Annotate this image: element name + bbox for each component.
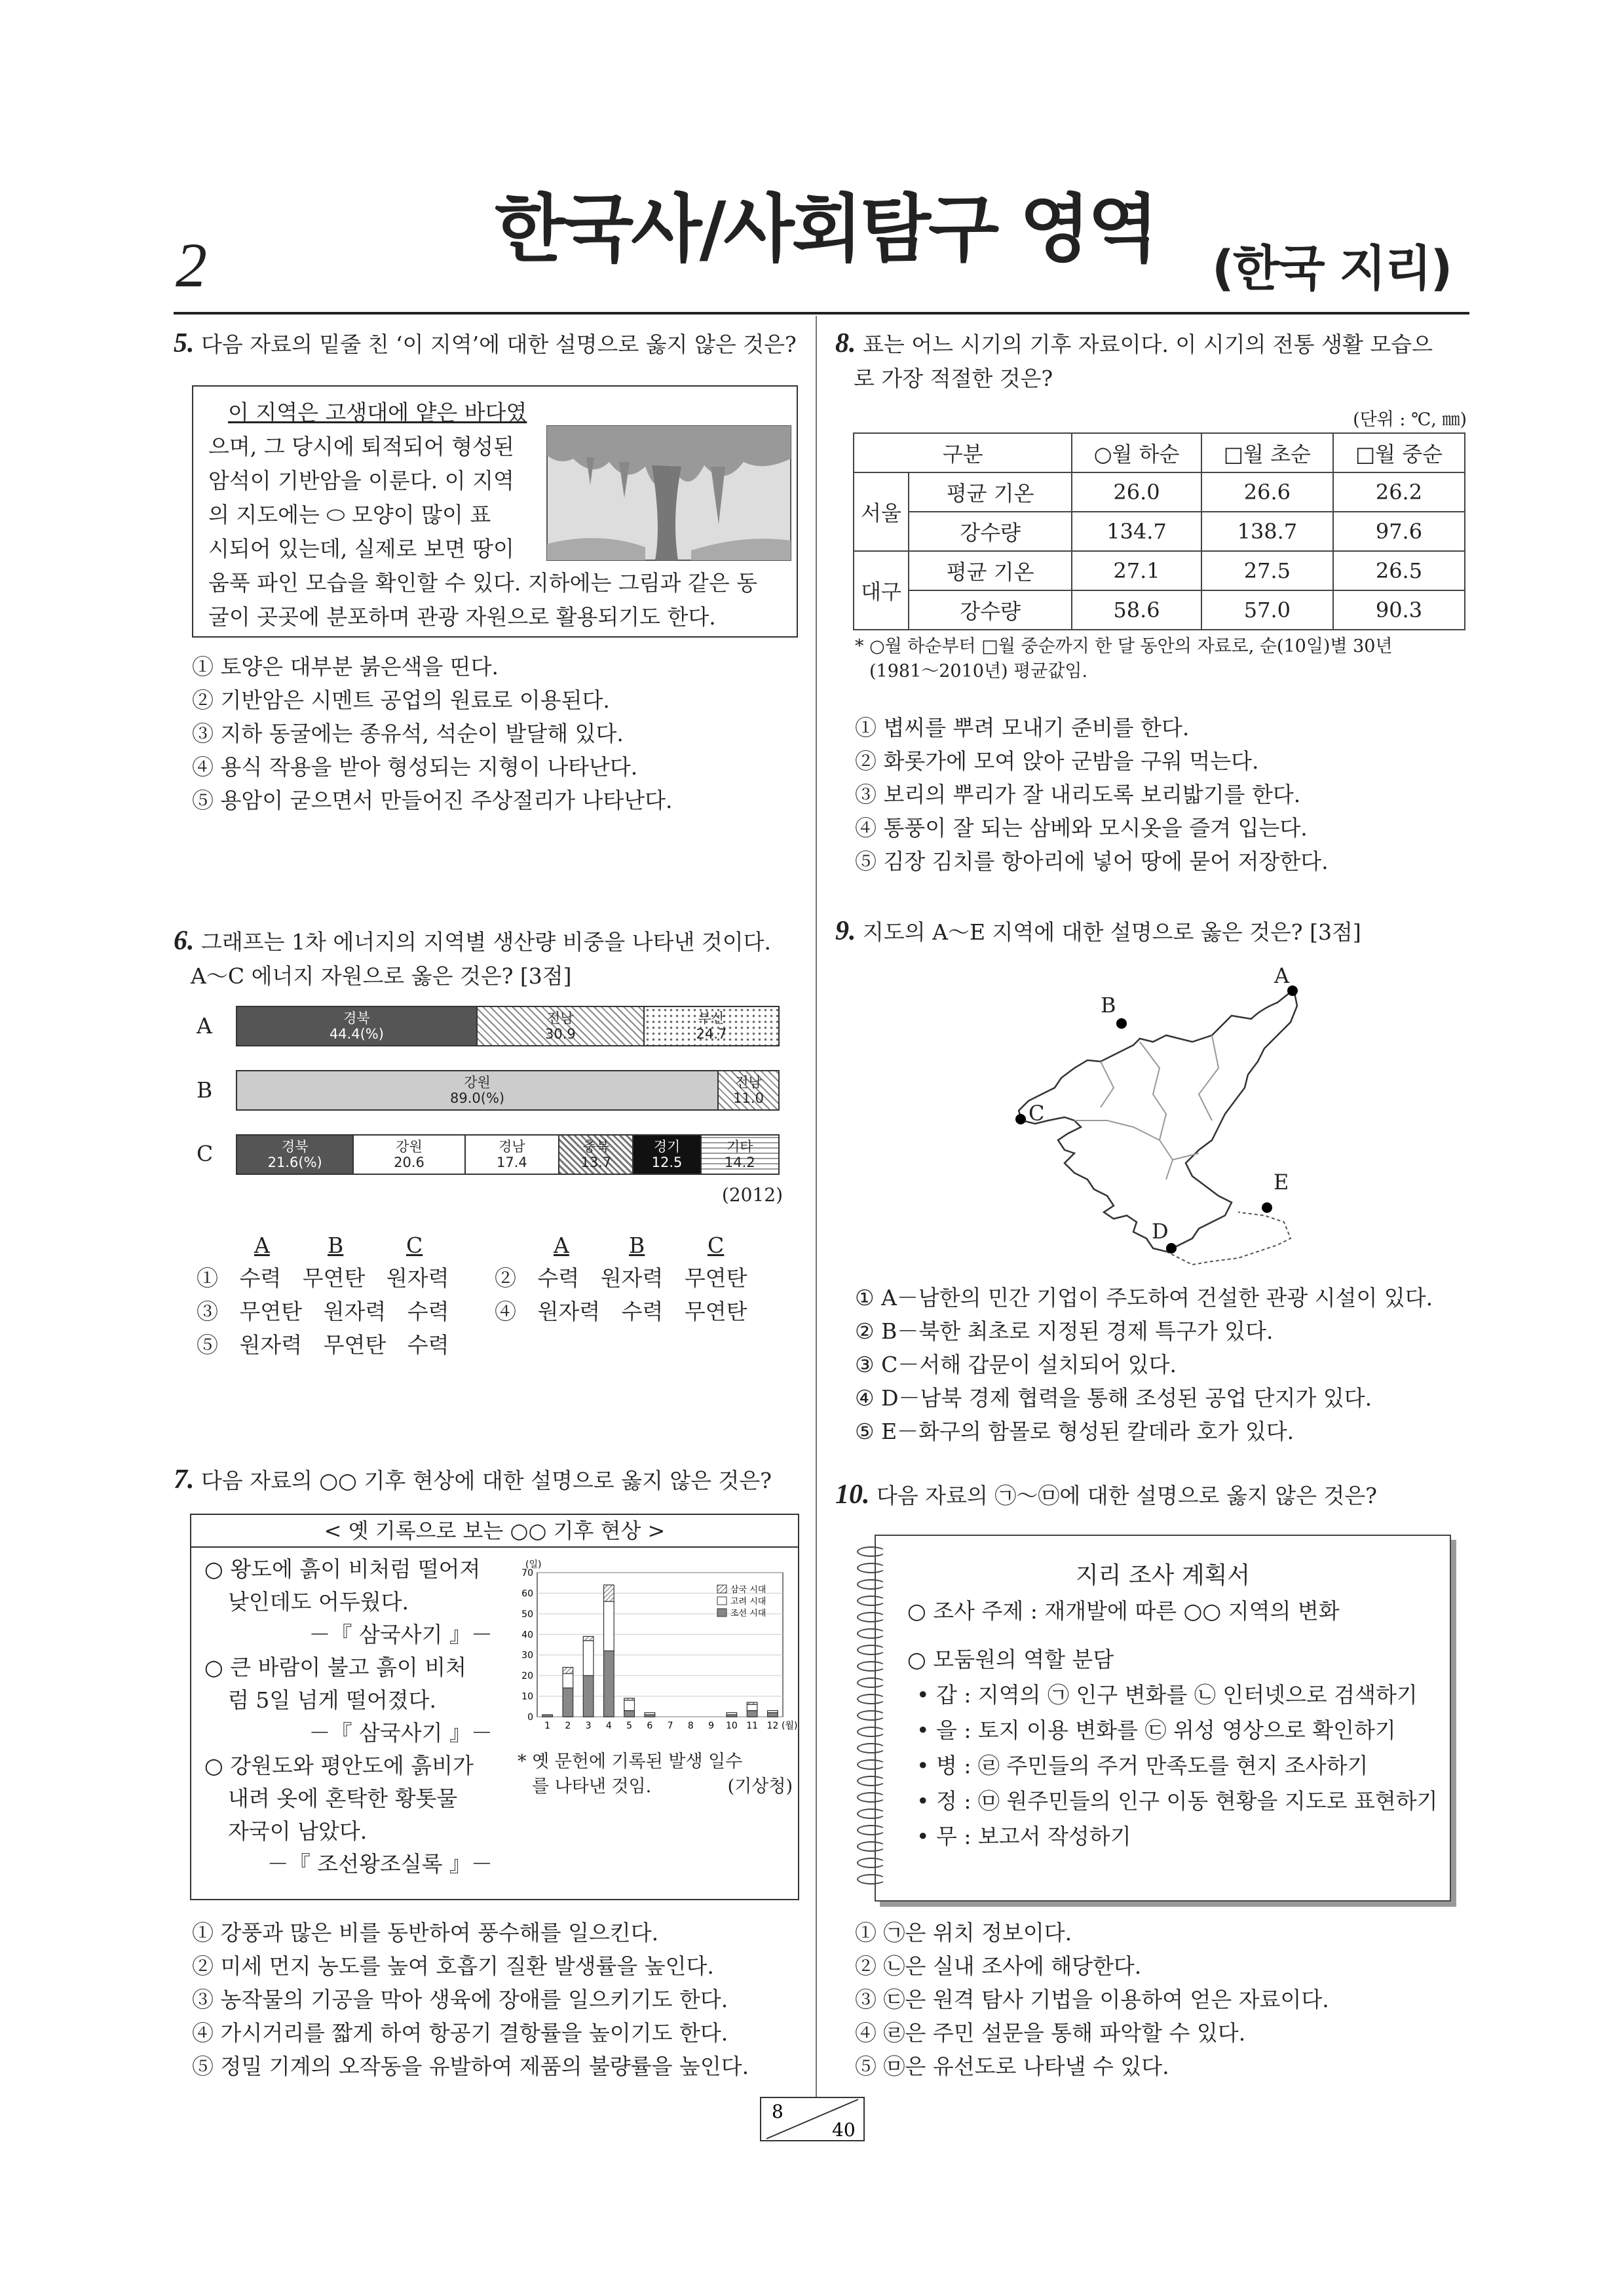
dust-bar-segment [583, 1636, 594, 1640]
q6-answer-table [197, 1229, 799, 1362]
footer-page: 8 [772, 2101, 784, 2122]
map-label-e: E [1274, 1170, 1289, 1195]
segment-region-label: 전남 [547, 1010, 574, 1026]
q6-head-a1: A [254, 1233, 270, 1258]
page-number: 2 [176, 230, 207, 300]
chart-row-label-a: A [197, 1013, 212, 1039]
dust-bar-segment [624, 1711, 635, 1717]
q6-table-head [197, 1229, 799, 1261]
dust-bar-segment [768, 1711, 778, 1713]
record-2-line-2: 럼 5일 넘게 떨어졌다. [228, 1687, 436, 1713]
energy-bar-b-seg-2 [719, 1071, 778, 1109]
north-korea-map [1002, 963, 1317, 1278]
q8-note-2: (1981～2010년) 평균값임. [869, 661, 1088, 681]
q7-stem: 다음 자료의 ○○ 기후 현상에 대한 설명으로 옳지 않은 것은? [201, 1468, 772, 1493]
dust-bar-segment [542, 1715, 553, 1717]
segment-value-label: 44.4(%) [329, 1026, 384, 1042]
spiral-ring [857, 1808, 886, 1819]
q8-note-1: * ○월 하순부터 □월 중순까지 한 달 동안의 자료로, 순(10일)별 30년 [855, 636, 1393, 657]
q6-head-a2: A [554, 1233, 569, 1258]
energy-bar-a-seg-1 [237, 1007, 478, 1045]
spiral-ring [857, 1743, 886, 1753]
dust-bar-segment [747, 1702, 757, 1704]
dust-days-chart [511, 1556, 798, 1746]
energy-bar-a-seg-2 [478, 1007, 645, 1045]
q5-options [192, 650, 673, 817]
plan-item-4: • 정 : ㉤ 원주민들의 인구 이동 현황을 지도로 표현하기 [916, 1788, 1438, 1814]
bar-row-a [236, 1006, 780, 1046]
daegu-temp-3: 26.5 [1333, 551, 1465, 590]
q10-stem: 다음 자료의 ㉠～㉤에 대한 설명으로 옳지 않은 것은? [877, 1483, 1377, 1508]
q5-line-1 [208, 396, 795, 430]
bar-row-c [236, 1134, 780, 1175]
segment-region-label: 강원 [396, 1139, 423, 1155]
spiral-ring [857, 1677, 886, 1688]
q7-option-3[interactable]: ③ 농작물의 기공을 막아 생육에 장애를 일으키기도 한다. [192, 1987, 728, 2012]
legend-label: 조선 시대 [730, 1609, 766, 1618]
x-tick-label: 9 [708, 1721, 715, 1731]
segment-value-label: 12.5 [651, 1155, 683, 1170]
segment-region-label: 기타 [727, 1139, 753, 1155]
y-tick-label: 60 [521, 1588, 533, 1599]
q5-option-1[interactable]: ① 토양은 대부분 붉은색을 띤다. [192, 654, 499, 679]
q10-option-3[interactable]: ③ ㉢은 원격 탐사 기법을 이용하여 얻은 자료이다. [855, 1987, 1329, 2012]
energy-bar-a-seg-3 [645, 1007, 778, 1045]
daegu-temp-1: 27.1 [1072, 551, 1201, 590]
seoul-temp-3: 26.2 [1333, 472, 1465, 512]
daegu-rain-2: 57.0 [1201, 590, 1333, 630]
q9-option-1[interactable]: ① A－남한의 민간 기업이 주도하여 건설한 관광 시설이 있다. [855, 1285, 1433, 1311]
q9-number: 9. [835, 916, 856, 946]
chart-row-label-b: B [197, 1077, 213, 1103]
q6-number: 6. [174, 926, 195, 956]
legend-swatch [717, 1585, 727, 1593]
q5-line-3: 암석이 기반암을 이룬다. 이 지역 [208, 468, 514, 493]
q6-head-b1: B [328, 1233, 344, 1258]
spiral-ring [857, 1727, 886, 1737]
daegu-rain-1: 58.6 [1072, 590, 1201, 630]
y-axis-unit: (일) [525, 1559, 542, 1570]
plan-item-2: • 을 : 토지 이용 변화를 ㉢ 위성 영상으로 확인하기 [916, 1717, 1396, 1743]
q10-option-2[interactable]: ② ㉡은 실내 조사에 해당한다. [855, 1953, 1142, 1979]
q7-records [204, 1553, 506, 1881]
q6-options-row-1 [197, 1261, 799, 1295]
legend-swatch [717, 1597, 727, 1605]
x-tick-label: 2 [565, 1721, 571, 1731]
q5 [174, 326, 803, 362]
q10-options [855, 1916, 1329, 2083]
energy-bar-c-seg-5 [633, 1136, 701, 1174]
notebook-spiral [857, 1546, 890, 1894]
spiral-ring [857, 1596, 886, 1606]
map-label-d: D [1152, 1219, 1169, 1244]
q8 [835, 326, 1471, 396]
cave-illustration [547, 426, 791, 560]
head-category: 구분 [854, 433, 1072, 472]
q8-stem-1: 표는 어느 시기의 기후 자료이다. 이 시기의 전통 생활 모습으 [863, 332, 1433, 357]
q6-option-4[interactable]: ④ 원자력 수력 무연탄 [495, 1299, 747, 1324]
seoul-temp-1: 26.0 [1072, 472, 1201, 512]
spiral-ring [857, 1710, 886, 1721]
q10-option-1[interactable]: ① ㉠은 위치 정보이다. [855, 1920, 1072, 1945]
dust-bar-segment [563, 1688, 573, 1717]
record-3-line-1: ○ 강원도와 평안도에 흙비가 [204, 1753, 474, 1778]
dust-bar-segment [563, 1668, 573, 1674]
page-counter-box [760, 2097, 865, 2141]
y-tick-label: 50 [521, 1609, 533, 1620]
dust-bar-segment [727, 1713, 737, 1715]
city-seoul: 서울 [854, 472, 909, 551]
record-1-line-2: 낮인데도 어두웠다. [228, 1589, 409, 1615]
dust-bar-segment [583, 1675, 594, 1717]
q5-line-4: 의 지도에는 ⬭ 모양이 많이 표 [208, 502, 491, 527]
dust-bar-segment [645, 1713, 655, 1715]
daegu-rain-label: 강수량 [909, 590, 1072, 630]
dmz-line [1166, 1212, 1291, 1265]
q7-chart-note-2: 를 나타낸 것임. [532, 1776, 652, 1797]
segment-value-label: 30.9 [544, 1026, 576, 1042]
q7-box-title: < 옛 기록으로 보는 ○○ 기후 현상 > [191, 1515, 798, 1548]
q10 [835, 1478, 1471, 1513]
segment-region-label: 경기 [653, 1139, 681, 1155]
spiral-ring [857, 1776, 886, 1786]
energy-bar-c-seg-6 [702, 1136, 778, 1174]
segment-value-label: 13.7 [580, 1155, 612, 1170]
x-tick-label: 7 [667, 1721, 673, 1731]
record-3-line-2: 내려 옷에 혼탁한 황톳물 [228, 1786, 458, 1811]
chart-row-label-c: C [197, 1141, 214, 1166]
column-divider [816, 316, 817, 2103]
seoul-rain-row [854, 512, 1465, 551]
seoul-rain-label: 강수량 [909, 512, 1072, 551]
q7-option-1[interactable]: ① 강풍과 많은 비를 동반하여 풍수해를 일으킨다. [192, 1920, 659, 1945]
energy-bar-c-seg-2 [354, 1136, 465, 1174]
seoul-rain-1: 134.7 [1072, 512, 1201, 551]
plan-title: 지리 조사 계획서 [1075, 1562, 1251, 1589]
segment-value-label: 17.4 [497, 1155, 527, 1170]
q6-stem-2: A～C 에너지 자원으로 옳은 것은? [3점] [191, 963, 572, 989]
daegu-temp-label: 평균 기온 [909, 551, 1072, 590]
seoul-temp-2: 26.6 [1201, 472, 1333, 512]
energy-bar-b-seg-1 [237, 1071, 719, 1109]
q9 [835, 914, 1471, 949]
daegu-temp-row [854, 551, 1465, 590]
q7-chart-source: (기상청) [727, 1776, 793, 1797]
spiral-ring [857, 1792, 886, 1803]
q7-options [192, 1916, 749, 2083]
spiral-ring [857, 1661, 886, 1672]
q9-option-3[interactable]: ③ C－서해 갑문이 설치되어 있다. [855, 1352, 1177, 1377]
x-tick-label: 10 [725, 1721, 738, 1731]
x-tick-label: 4 [605, 1721, 612, 1731]
spiral-ring [857, 1694, 886, 1704]
head-col-3: □월 중순 [1333, 433, 1465, 472]
plan-item-3: • 병 : ㉣ 주민들의 주거 만족도를 현지 조사하기 [916, 1753, 1369, 1778]
spiral-ring [857, 1645, 886, 1655]
x-tick-label: 5 [626, 1721, 633, 1731]
segment-region-label: 부산 [698, 1010, 725, 1026]
segment-value-label: 20.6 [394, 1155, 425, 1170]
q10-option-4[interactable]: ④ ㉣은 주민 설문을 통해 파악할 수 있다. [855, 2020, 1246, 2046]
plan-content [907, 1594, 1445, 1854]
q9-option-4[interactable]: ④ D－남북 경제 협력을 통해 조성된 공업 단지가 있다. [855, 1385, 1372, 1411]
q6-source: (2012) [721, 1184, 783, 1206]
bar-row-b [236, 1070, 780, 1111]
q8-note [855, 634, 1393, 684]
plan-item-5: • 무 : 보고서 작성하기 [916, 1824, 1131, 1849]
legend-label: 고려 시대 [730, 1597, 766, 1607]
daegu-rain-3: 90.3 [1333, 590, 1465, 630]
q5-option-4[interactable]: ④ 용식 작용을 받아 형성되는 지형이 나타난다. [192, 754, 638, 780]
x-tick-label: 1 [544, 1721, 551, 1731]
spiral-ring [857, 1612, 886, 1622]
dust-bar-segment [604, 1651, 614, 1717]
q8-options [855, 711, 1329, 878]
segment-region-label: 강원 [464, 1075, 491, 1090]
q5-line-6: 움푹 파인 모습을 확인할 수 있다. 지하에는 그림과 같은 동 [208, 570, 758, 596]
q7-chart-note-1: * 옛 문헌에 기록된 발생 일수 [518, 1751, 743, 1772]
record-3-line-3: 자국이 남았다. [228, 1818, 368, 1844]
record-1-line-1: ○ 왕도에 흙이 비처럼 떨어져 [204, 1556, 481, 1582]
seoul-temp-row [854, 472, 1465, 512]
city-daegu: 대구 [854, 551, 909, 630]
daegu-temp-2: 27.5 [1201, 551, 1333, 590]
plan-spacer [907, 1629, 1445, 1642]
y-tick-label: 0 [527, 1712, 533, 1723]
spiral-ring [857, 1759, 886, 1770]
q6-options-row-3 [197, 1328, 799, 1362]
q6-head-c1: C [406, 1233, 423, 1258]
head-col-1: ○월 하순 [1072, 433, 1201, 472]
dust-bar-segment [624, 1700, 635, 1711]
seoul-rain-2: 138.7 [1201, 512, 1333, 551]
segment-region-label: 경남 [499, 1139, 525, 1155]
q5-line-2: 으며, 그 당시에 퇴적되어 형성된 [208, 434, 514, 459]
q7-chart-note [518, 1750, 793, 1799]
q8-option-4[interactable]: ④ 통풍이 잘 되는 삼베와 모시옷을 즐겨 입는다. [855, 815, 1308, 841]
dust-bar-segment [747, 1711, 757, 1717]
map-label-c: C [1029, 1101, 1045, 1126]
x-tick-label: 3 [585, 1721, 592, 1731]
seoul-temp-label: 평균 기온 [909, 472, 1072, 512]
q5-option-5[interactable]: ⑤ 용암이 굳으면서 만들어진 주상절리가 나타난다. [192, 788, 673, 813]
q5-option-3[interactable]: ③ 지하 동굴에는 종유석, 석순이 발달해 있다. [192, 721, 624, 746]
q9-option-2[interactable]: ② B－북한 최초로 지정된 경제 특구가 있다. [855, 1318, 1274, 1344]
dust-bar-segment [747, 1704, 757, 1710]
q6-head-c2: C [708, 1233, 725, 1258]
q8-number: 8. [835, 328, 856, 358]
segment-value-label: 11.0 [733, 1090, 764, 1106]
dust-bar-segment [583, 1641, 594, 1675]
q7-option-4[interactable]: ④ 가시거리를 짧게 하여 항공기 결항률을 높이기도 한다. [192, 2020, 728, 2046]
q5-option-2[interactable]: ② 기반암은 시멘트 공업의 원료로 이용된다. [192, 687, 610, 713]
spiral-ring [857, 1628, 886, 1639]
seoul-rain-3: 97.6 [1333, 512, 1465, 551]
spiral-ring [857, 1546, 886, 1557]
q10-number: 10. [835, 1480, 870, 1510]
q7-option-5[interactable]: ⑤ 정밀 기계의 오작동을 유발하여 제품의 불량률을 높인다. [192, 2054, 749, 2079]
map-outline [1019, 989, 1297, 1252]
q8-stem-2: 로 가장 적절한 것은? [854, 366, 1053, 391]
spiral-ring [857, 1841, 886, 1852]
energy-bar-c-seg-1 [237, 1136, 354, 1174]
segment-value-label: 21.6(%) [267, 1155, 322, 1170]
y-tick-label: 10 [521, 1691, 533, 1702]
map-point-b [1116, 1018, 1127, 1029]
x-tick-label: 6 [647, 1721, 653, 1731]
map-point-d [1166, 1243, 1177, 1253]
x-axis-unit: (월) [782, 1721, 798, 1731]
map-point-c [1015, 1114, 1026, 1124]
q5-line-1-text: 이 지역은 고생대에 얕은 바다였 [228, 400, 527, 425]
dust-bar-segment [604, 1601, 614, 1651]
q6-stem-1: 그래프는 1차 에너지의 지역별 생산량 비중을 나타낸 것이다. [201, 929, 771, 955]
q7-option-2[interactable]: ② 미세 먼지 농도를 높여 호흡기 질환 발생률을 높인다. [192, 1953, 714, 1979]
record-2-source: －『 삼국사기 』－ [309, 1720, 493, 1746]
footer-total: 40 [832, 2119, 856, 2141]
plan-item-1: • 갑 : 지역의 ㉠ 인구 변화를 ㉡ 인터넷으로 검색하기 [916, 1682, 1418, 1708]
segment-region-label: 경북 [343, 1010, 370, 1026]
plan-roles: ○ 모둠원의 역할 분담 [907, 1647, 1114, 1672]
climate-head [854, 433, 1465, 472]
q7-number: 7. [174, 1464, 195, 1495]
q5-number: 5. [174, 328, 195, 358]
q10-option-5[interactable]: ⑤ ㉤은 유선도로 나타낼 수 있다. [855, 2054, 1169, 2079]
q9-option-5[interactable]: ⑤ E－화구의 함몰로 형성된 칼데라 호가 있다. [855, 1419, 1294, 1444]
legend-swatch [717, 1609, 727, 1617]
record-3-source: －『 조선왕조실록 』－ [267, 1851, 493, 1877]
spiral-ring [857, 1874, 886, 1885]
subject-title: (한국 지리) [1212, 240, 1452, 297]
y-tick-label: 70 [521, 1568, 533, 1578]
x-tick-label: 12 [766, 1721, 779, 1731]
segment-value-label: 24.7 [696, 1026, 727, 1042]
x-tick-label: 11 [746, 1721, 759, 1731]
q6-option-1[interactable]: ① 수력 무연탄 원자력 [197, 1265, 449, 1291]
q5-stem: 다음 자료의 밑줄 친 ‘이 지역’에 대한 설명으로 옳지 않은 것은? [201, 332, 797, 357]
segment-region-label: 충북 [582, 1139, 610, 1155]
map-label-a: A [1274, 963, 1290, 988]
q8-option-1[interactable]: ① 볍씨를 뿌려 모내기 준비를 한다. [855, 715, 1190, 740]
head-col-2: □월 초순 [1201, 433, 1333, 472]
dust-bar-segment [563, 1674, 573, 1688]
q5-line-7: 굴이 곳곳에 분포하며 관광 자원으로 활용되기도 한다. [208, 604, 716, 630]
segment-value-label: 89.0(%) [450, 1090, 505, 1106]
y-tick-label: 20 [521, 1671, 533, 1682]
q8-unit: (단위 : ℃, ㎜) [1353, 410, 1467, 430]
q6-option-3[interactable]: ③ 무연탄 원자력 수력 [197, 1299, 449, 1324]
page-title: 한국사/사회탐구 영역 [495, 187, 1156, 272]
dust-bar-segment [604, 1585, 614, 1601]
q8-option-5[interactable]: ⑤ 김장 김치를 항아리에 넣어 땅에 묻어 저장한다. [855, 849, 1329, 874]
spiral-ring [857, 1858, 886, 1868]
q6-option-2[interactable]: ② 수력 원자력 무연탄 [495, 1265, 747, 1291]
q6-head-b2: B [629, 1233, 645, 1258]
q6-options-row-2 [197, 1295, 799, 1328]
y-tick-label: 40 [521, 1630, 533, 1641]
legend-label: 삼국 시대 [730, 1585, 766, 1595]
energy-bar-c-seg-4 [559, 1136, 633, 1174]
record-1-source: －『 삼국사기 』－ [309, 1622, 493, 1647]
dust-bar-segment [624, 1698, 635, 1700]
y-tick-label: 30 [521, 1650, 533, 1661]
spiral-ring [857, 1825, 886, 1835]
x-tick-label: 8 [687, 1721, 694, 1731]
segment-value-label: 14.2 [724, 1155, 755, 1170]
q9-options [855, 1281, 1433, 1448]
daegu-rain-row [854, 590, 1465, 630]
energy-bar-c-seg-3 [466, 1136, 560, 1174]
q8-option-2[interactable]: ② 화롯가에 모여 앉아 군밤을 구워 먹는다. [855, 748, 1259, 774]
q6-option-5[interactable]: ⑤ 원자력 무연탄 수력 [197, 1332, 449, 1358]
record-2-line-1: ○ 큰 바람이 불고 흙이 비처 [204, 1655, 467, 1680]
plan-topic: ○ 조사 주제 : 재개발에 따른 ○○ 지역의 변화 [907, 1598, 1340, 1624]
q6 [174, 924, 812, 993]
climate-table [853, 432, 1465, 630]
map-point-e [1262, 1202, 1272, 1213]
q7-chart-note-2-row [518, 1774, 793, 1799]
q9-stem: 지도의 A～E 지역에 대한 설명으로 옳은 것은? [3점] [863, 919, 1361, 945]
q5-line-5: 시되어 있는데, 실제로 보면 땅이 [208, 536, 514, 562]
energy-chart [197, 1006, 786, 1206]
province-borders [1074, 1035, 1218, 1179]
map-label-b: B [1101, 993, 1116, 1018]
q7 [174, 1463, 812, 1498]
header-rule [174, 312, 1469, 315]
dust-bar-segment [768, 1713, 778, 1717]
segment-region-label: 전남 [735, 1075, 762, 1090]
segment-region-label: 경북 [281, 1139, 309, 1155]
q8-option-3[interactable]: ③ 보리의 뿌리가 잘 내리도록 보리밟기를 한다. [855, 782, 1301, 807]
